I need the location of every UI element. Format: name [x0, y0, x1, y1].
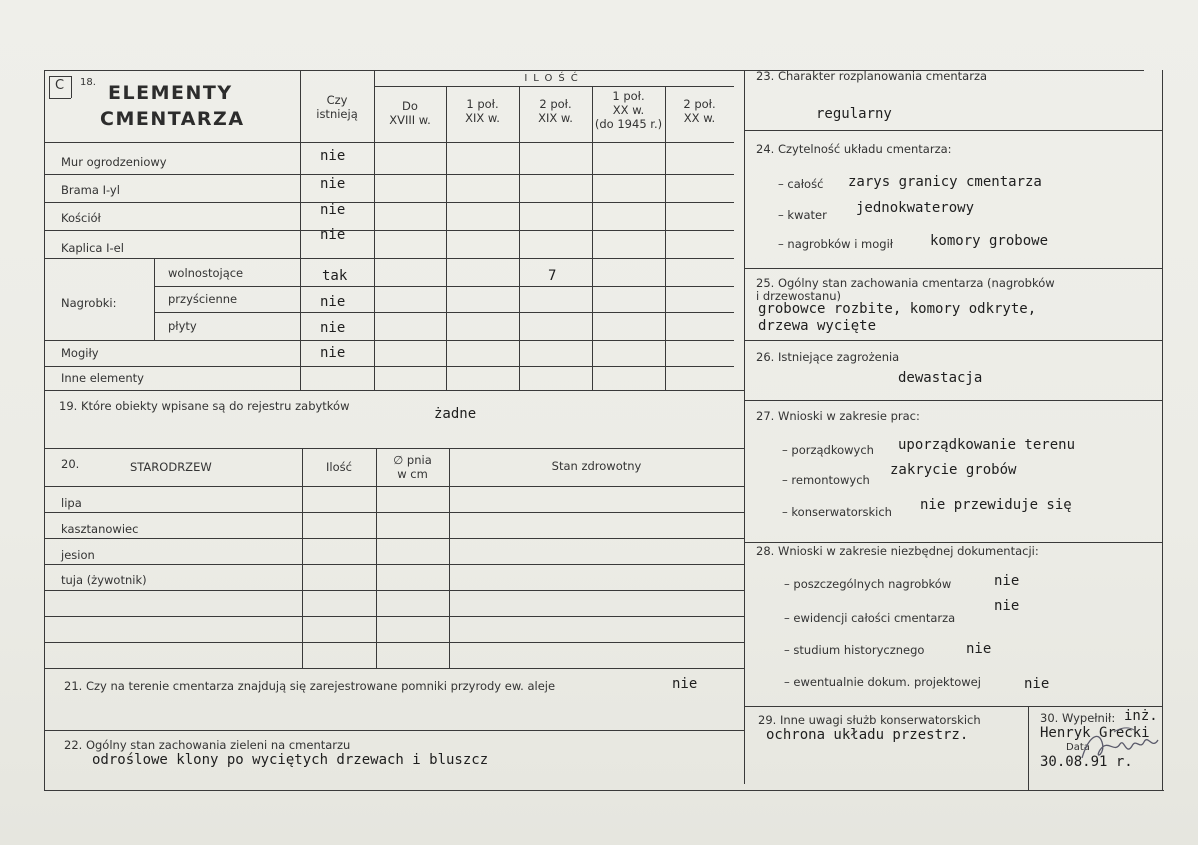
row-label-other: Inne elementy [61, 371, 144, 385]
s28-item2-label: – ewidencji całości cmentarza [784, 611, 956, 625]
col-diameter-2: w cm [397, 467, 428, 481]
section-29-label: 29. Inne uwagi służb konserwatorskich [758, 713, 981, 727]
row-label-wall: Mur ogrodzeniowy [61, 155, 167, 169]
section-19-label: 19. Które obiekty wpisane są do rejestru zabytków [59, 399, 350, 413]
row-value-wall-mounted: nie [320, 294, 346, 310]
section-30-title: inż. [1124, 708, 1158, 724]
col-health: Stan zdrowotny [551, 459, 642, 473]
section-22-value: odroślowe klony po wyciętych drzewach i bluszcz [92, 752, 489, 768]
section-23-label: 23. Charakter rozplanowania cmentarza [756, 69, 988, 83]
col-period-4c: (do 1945 r.) [594, 117, 663, 131]
row-value-graves: nie [320, 345, 346, 361]
section-26-value: dewastacja [898, 370, 983, 386]
row-qty-freestanding: 7 [548, 268, 557, 284]
col-diameter-1: ∅ pnia [393, 453, 432, 467]
s27-item2-label: – remontowych [782, 473, 870, 487]
section-26-label: 26. Istniejące zagrożenia [756, 350, 900, 364]
s24-item1-label: – całość [778, 177, 824, 191]
row-value-wall: nie [320, 148, 346, 164]
row-label-gate: Brama I-yl [61, 183, 120, 197]
tree-ash: jesion [61, 548, 95, 562]
section-24-label: 24. Czytelność układu cmentarza: [756, 142, 952, 156]
s28-item1-label: – poszczególnych nagrobków [784, 577, 952, 591]
s28-item3-label: – studium historycznego [784, 643, 925, 657]
section-28-label: 28. Wnioski w zakresie niezbędnej dokumentacji: [756, 544, 1039, 558]
section-27-label: 27. Wnioski w zakresie prac: [756, 409, 920, 423]
col-period-1a: Do [402, 99, 418, 113]
section-19-value: żadne [434, 406, 477, 422]
section-25-value-1: grobowce rozbite, komory odkryte, [758, 301, 1037, 317]
cemetery-form [44, 70, 1164, 792]
s27-item3-label: – konserwatorskich [782, 505, 892, 519]
section-30-label: 30. Wypełnił: [1040, 711, 1116, 725]
section-20-title: STARODRZEW [130, 460, 212, 474]
col-period-3b: XIX w. [538, 111, 573, 125]
section-30-date-label: Data [1066, 742, 1090, 753]
s28-item3-value: nie [966, 641, 992, 657]
row-value-gate: nie [320, 176, 346, 192]
row-label-chapel: Kaplica I-el [61, 241, 124, 255]
section-30-date: 30.08.91 r. [1040, 754, 1133, 770]
col-period-2a: 1 poł. [466, 97, 499, 111]
s24-item3-value: komory grobowe [930, 233, 1049, 249]
row-label-graves: Mogiły [61, 346, 99, 360]
row-value-slabs: nie [320, 320, 346, 336]
s27-item1-value: uporządkowanie terenu [898, 437, 1076, 453]
row-label-freestanding: wolnostojące [168, 266, 244, 280]
section-25-label-2: i drzewostanu) [756, 289, 842, 303]
col-period-2b: XIX w. [465, 111, 500, 125]
section-20-number: 20. [61, 457, 80, 471]
section-title-line2: CMENTARZA [100, 108, 245, 130]
tree-chestnut: kasztanowiec [61, 522, 139, 536]
section-18-number: 18. [80, 77, 96, 88]
s28-item1-value: nie [994, 573, 1020, 589]
row-label-slabs: płyty [168, 319, 197, 333]
s28-item4-value: nie [1024, 676, 1050, 692]
s27-item2-value: zakrycie grobów [890, 462, 1017, 478]
row-label-gravestones: Nagrobki: [61, 296, 117, 310]
col-period-5a: 2 poł. [683, 97, 716, 111]
row-value-chapel: nie [320, 227, 346, 243]
row-value-freestanding: tak [322, 268, 348, 284]
section-30-name: Henryk Grecki [1040, 725, 1150, 741]
col-quantity: Ilość [326, 460, 352, 474]
section-21-label: 21. Czy na terenie cmentarza znajdują się zarejestrowane pomniki przyrody ew. aleje [64, 679, 556, 693]
s24-item3-label: – nagrobków i mogił [778, 237, 894, 251]
section-letter: C [55, 78, 65, 93]
col-period-4b: XX w. [612, 103, 645, 117]
section-22-label: 22. Ogólny stan zachowania zieleni na cmentarzu [64, 738, 351, 752]
section-29-value: ochrona układu przestrz. [766, 727, 969, 743]
section-23-value: regularny [816, 106, 892, 122]
s28-item4-label: – ewentualnie dokum. projektowej [784, 675, 981, 689]
row-label-church: Kościół [61, 211, 101, 225]
section-21-value: nie [672, 676, 698, 692]
quantity-header: ILOŚĆ [524, 73, 584, 84]
col-period-3a: 2 poł. [539, 97, 572, 111]
row-label-wall-mounted: przyścienne [168, 292, 238, 306]
s24-item2-value: jednokwaterowy [856, 200, 975, 216]
col-exists-2: istnieją [316, 107, 358, 121]
section-title-line1: ELEMENTY [108, 82, 233, 104]
tree-thuja: tuja (żywotnik) [61, 573, 147, 587]
handwritten-signature [1074, 720, 1162, 766]
s27-item1-label: – porządkowych [782, 443, 874, 457]
s24-item2-label: – kwater [778, 208, 827, 222]
s27-item3-value: nie przewiduje się [920, 497, 1072, 513]
tree-lipa: lipa [61, 496, 82, 510]
section-25-label-1: 25. Ogólny stan zachowania cmentarza (nagrobków [756, 276, 1055, 290]
s24-item1-value: zarys granicy cmentarza [848, 174, 1042, 190]
section-25-value-2: drzewa wycięte [758, 318, 877, 334]
row-value-church: nie [320, 202, 346, 218]
col-exists-1: Czy [326, 93, 348, 107]
col-period-5b: XX w. [683, 111, 716, 125]
s28-item2-value: nie [994, 598, 1020, 614]
col-period-4a: 1 poł. [612, 89, 645, 103]
col-period-1b: XVIII w. [389, 113, 431, 127]
